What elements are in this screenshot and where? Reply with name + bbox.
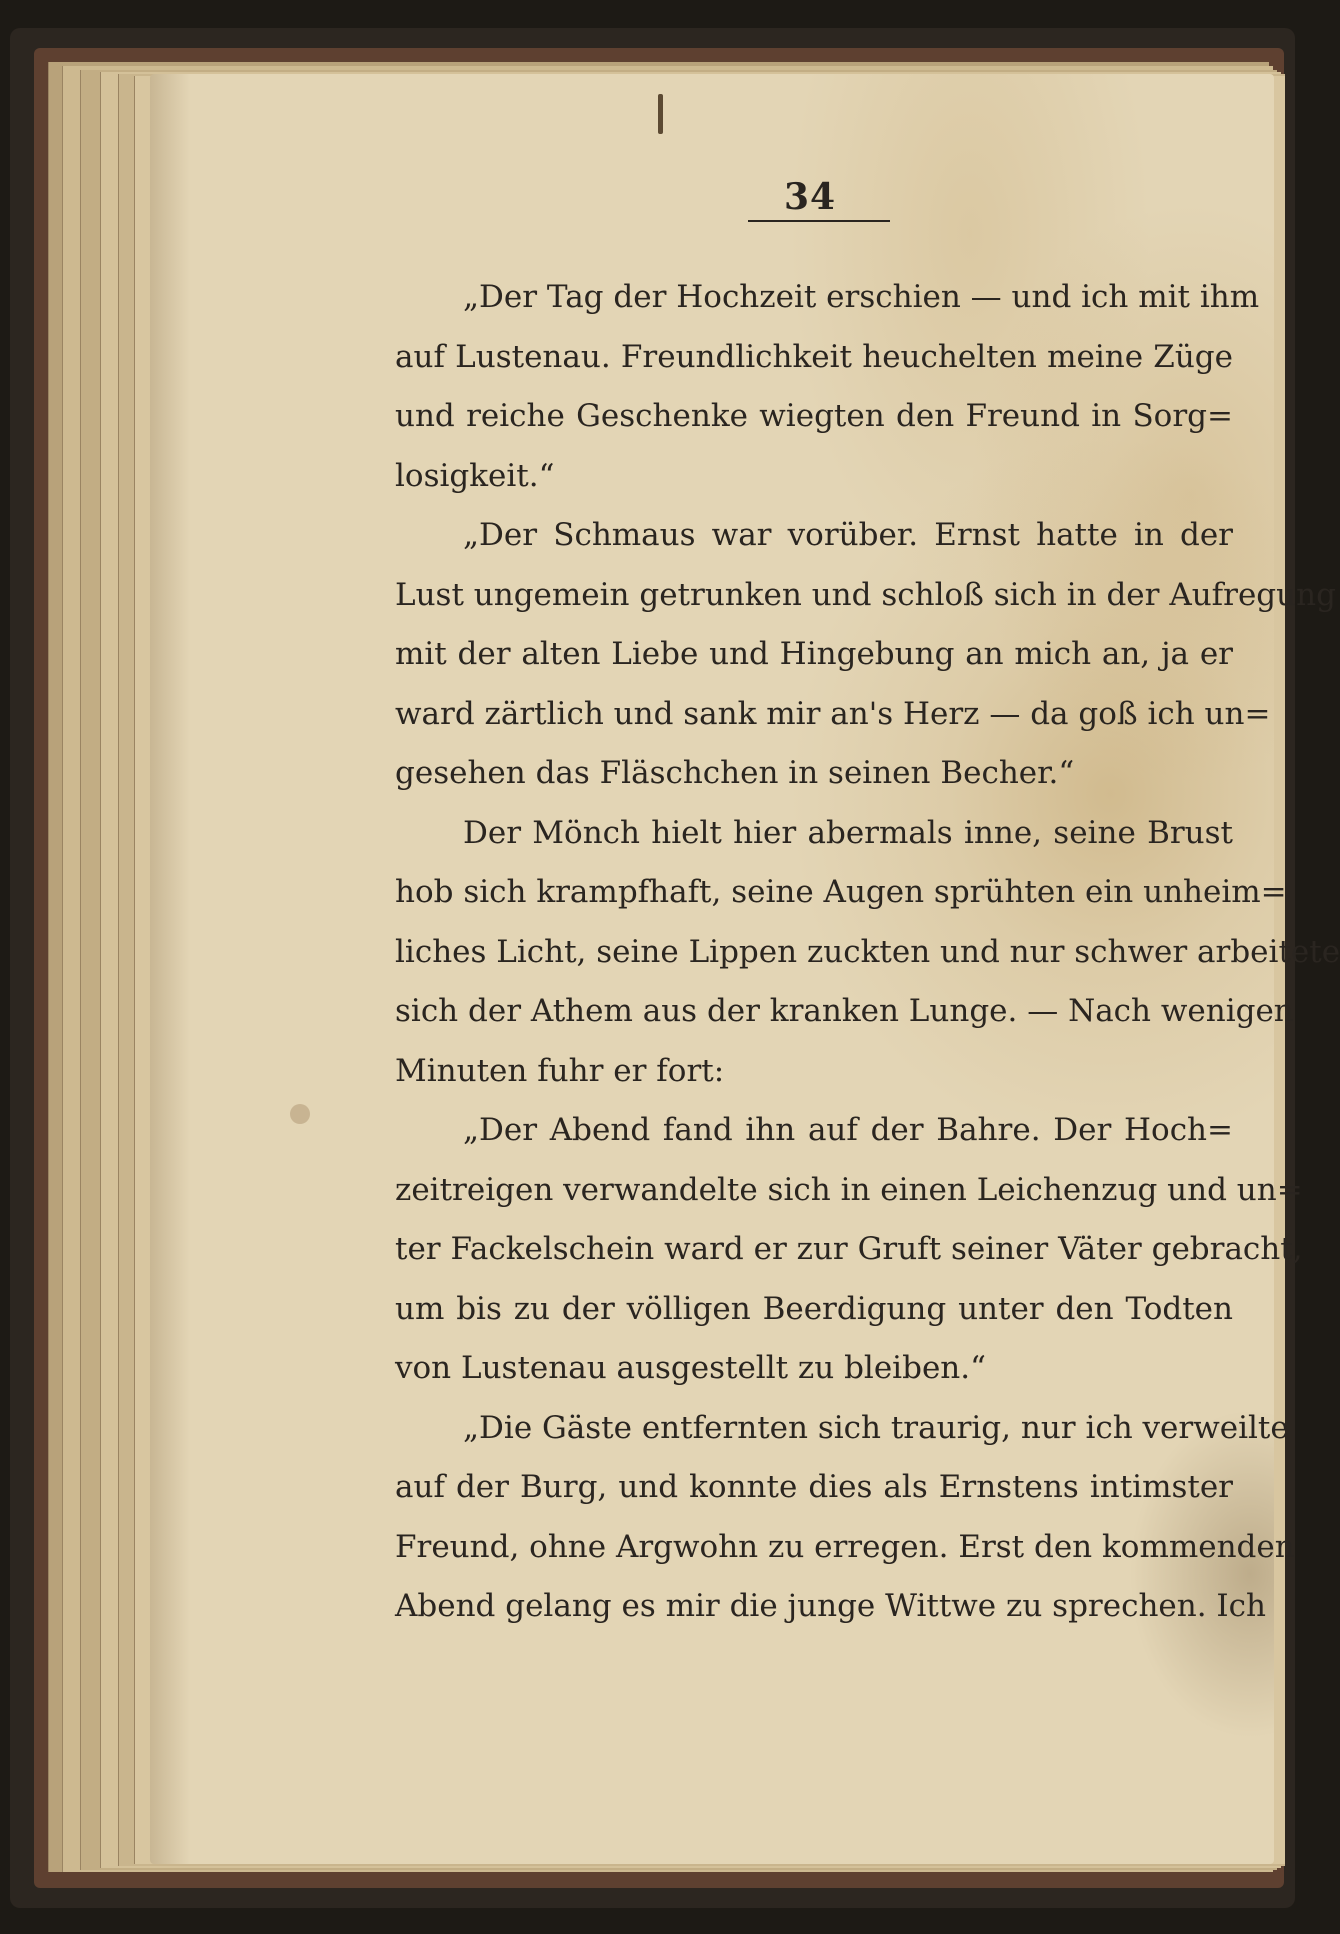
text-line: Lust ungemein getrunken und schloß sich in der Aufregung xyxy=(395,576,1336,613)
text-line: „Der Tag der Hochzeit erschien — und ich mit ihm xyxy=(463,279,1260,315)
page-number: 34 xyxy=(783,176,837,218)
text-line: Abend gelang es mir die junge Wittwe zu sprechen. Ich xyxy=(395,1588,1266,1624)
text-line: „Der Schmaus war vorüber. Ernst hatte in der xyxy=(463,517,1233,553)
text-line: „Die Gäste entfernten sich traurig, nur ich verweilte xyxy=(463,1409,1289,1446)
text-line: losigkeit.“ xyxy=(395,457,555,494)
text-line: auf der Burg, und konnte dies als Ernstens intimster xyxy=(395,1469,1233,1505)
text-line: von Lustenau ausgestellt zu bleiben.“ xyxy=(395,1350,986,1386)
text-line: gesehen das Fläschchen in seinen Becher.“ xyxy=(395,755,1075,791)
text-line: um bis zu der völligen Beerdigung unter den Todten xyxy=(395,1290,1233,1327)
text-line: Minuten fuhr er fort: xyxy=(395,1052,725,1089)
text-line: ward zärtlich und sank mir an's Herz — da goß ich un= xyxy=(395,695,1271,732)
text-line: liches Licht, seine Lippen zuckten und nur schwer arbeitete xyxy=(395,933,1340,970)
ink-mark xyxy=(658,94,663,134)
text-line: „Der Abend fand ihn auf der Bahre. Der Hoch= xyxy=(463,1112,1233,1148)
text-line: ter Fackelschein ward er zur Gruft seiner Väter gebracht, xyxy=(395,1231,1303,1267)
text-line: sich der Athem aus der kranken Lunge. — Nach wenigen xyxy=(395,993,1294,1029)
text-line: Freund, ohne Argwohn zu erregen. Erst den kommenden xyxy=(395,1528,1295,1565)
text-line: zeitreigen verwandelte sich in einen Leichenzug und un= xyxy=(395,1171,1303,1208)
text-line: und reiche Geschenke wiegten den Freund in Sorg= xyxy=(395,398,1233,434)
text-line: mit der alten Liebe und Hingebung an mich an, ja er xyxy=(395,636,1233,672)
stain-spot xyxy=(290,1104,310,1124)
text-line: hob sich krampfhaft, seine Augen sprühten ein unheim= xyxy=(395,874,1287,910)
page-number-rule xyxy=(748,220,890,222)
body-text xyxy=(395,268,1340,1637)
text-line: Der Mönch hielt hier abermals inne, seine Brust xyxy=(463,814,1233,851)
text-line: auf Lustenau. Freundlichkeit heuchelten meine Züge xyxy=(395,338,1233,375)
